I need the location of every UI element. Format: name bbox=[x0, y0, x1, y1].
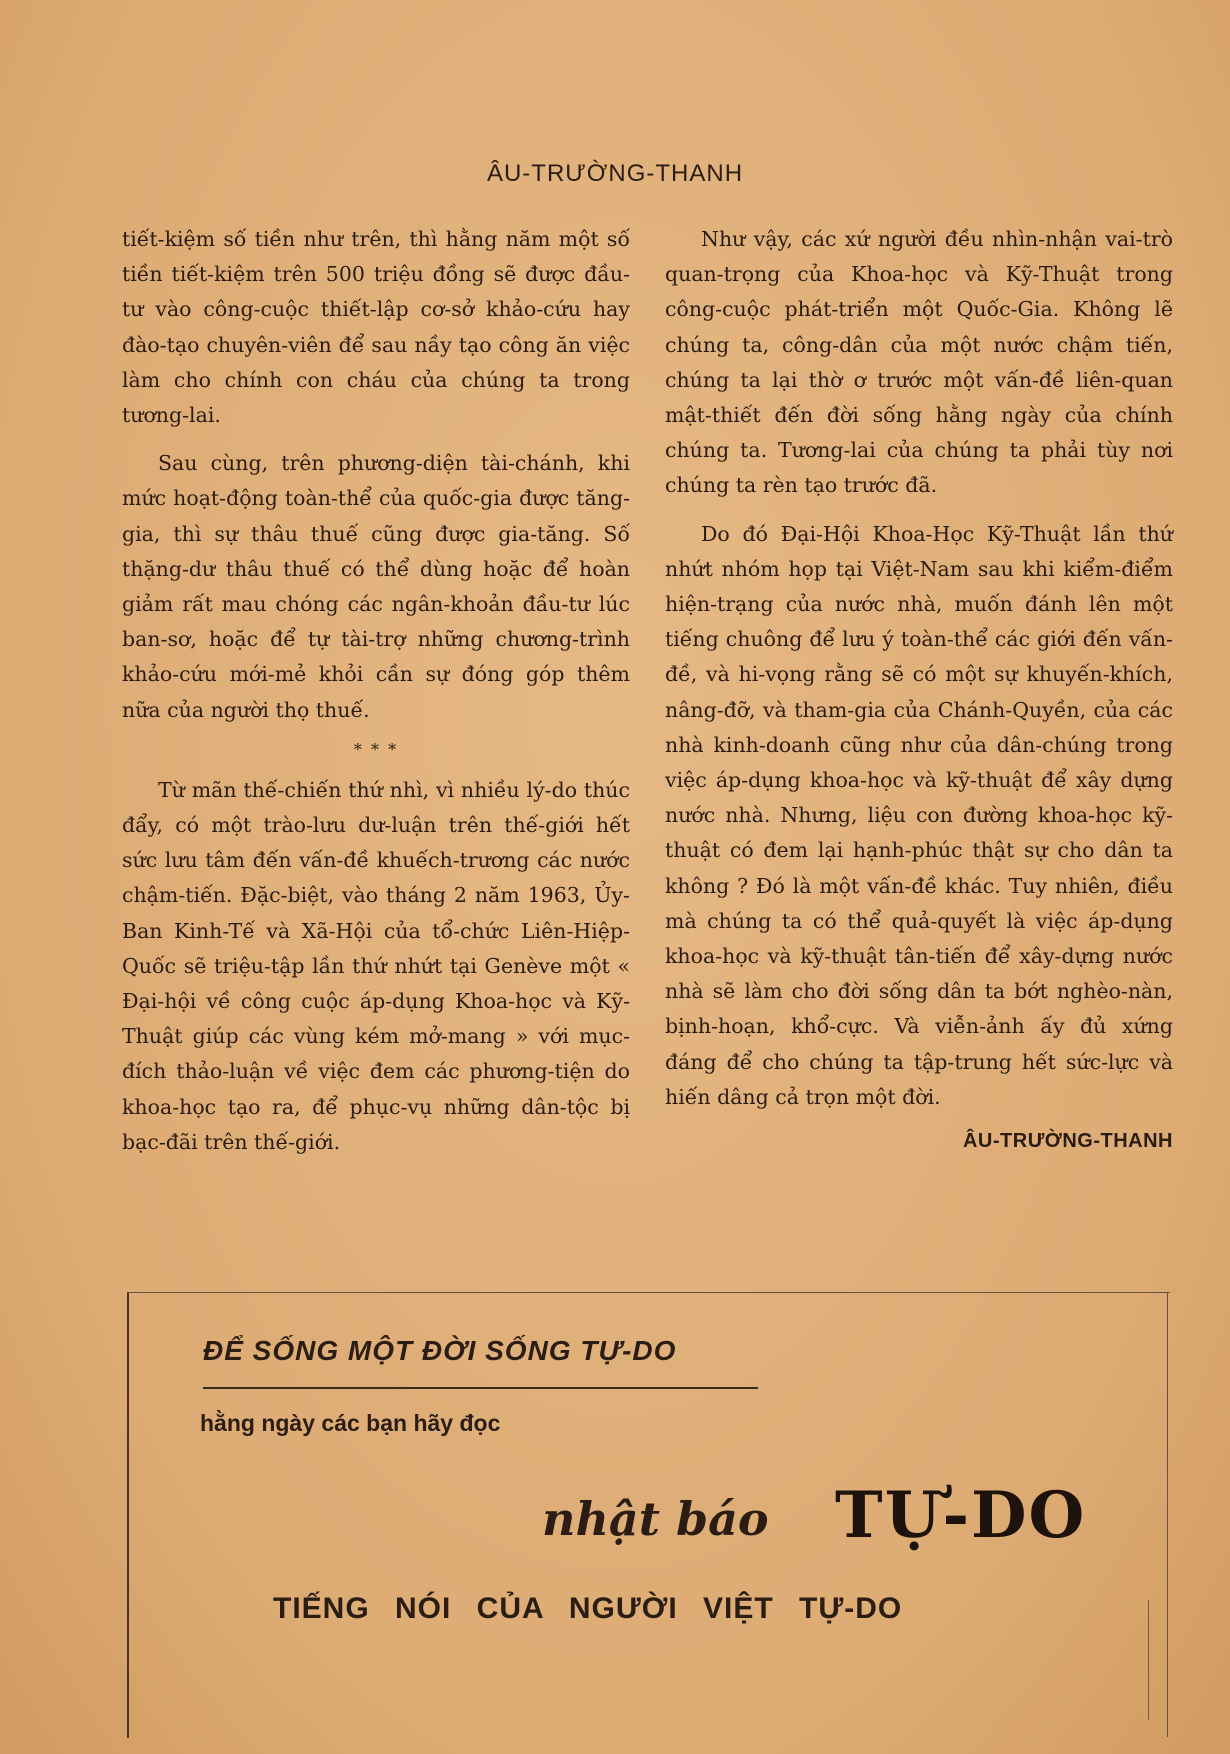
article-paragraph: tiết-kiệm số tiền như trên, thì hằng năm một số tiền tiết-kiệm trên 500 triệu đồng sẽ được đầu-tư vào công-cuộc thiết-lập cơ-sở khảo-cứu hay đào-tạo chuyên-viên để sau nầy tạo công ăn việc làm cho chính con cháu của chúng ta trong tương-lai. bbox=[122, 227, 630, 428]
advertisement-headline: ĐỂ SỐNG MỘT ĐỜI SỐNG TỰ-DO bbox=[203, 1335, 677, 1366]
article-column-right bbox=[665, 222, 1173, 1159]
article-paragraph: Sau cùng, trên phương-diện tài-chánh, khi mức hoạt-động toàn-thể của quốc-gia được tăng-gia, thì sự thâu thuế cũng được gia-tăng. Số thặng-dư thâu thuế có thể dùng hoặc để hoàn giảm rất mau chóng các ngân-khoản đầu-tư lúc ban-sơ, hoặc để tự tài-trợ những chương-trình khảo-cứu mới-mẻ khỏi cần sự đóng góp thêm nữa của người thọ thuế. bbox=[122, 451, 630, 722]
article-column-left bbox=[122, 222, 630, 1173]
advertisement-rule-vertical bbox=[1148, 1600, 1149, 1720]
advertisement-subline: hằng ngày các bạn hãy đọc bbox=[200, 1410, 501, 1436]
article-paragraph: Từ mãn thế-chiến thứ nhì, vì nhiều lý-do thúc đẩy, có một trào-lưu dư-luận trên thế-giới hết sức lưu tâm đến vấn-đề khuếch-trương các nước chậm-tiến. Đặc-biệt, vào tháng 2 năm 1963, Ủy-Ban Kinh-Tế và Xã-Hội của tổ-chức Liên-Hiệp-Quốc sẽ triệu-tập lần thứ nhứt tại Genève một « Đại-hội về công cuộc áp-dụng Khoa-học và Kỹ-Thuật giúp các vùng kém mở-mang » với mục-đích thảo-luận về việc đem các phương-tiện do khoa-học tạo ra, để phục-vụ những dân-tộc bị bạc-đãi trên thế-giới. bbox=[122, 777, 630, 1154]
author-signature: ÂU-TRƯỜNG-THANH bbox=[962, 1130, 1173, 1153]
running-header-author: ÂU-TRƯỜNG-THANH bbox=[486, 160, 744, 187]
newspaper-type: nhật báo bbox=[542, 1492, 769, 1546]
advertisement-rule bbox=[203, 1387, 758, 1389]
advertisement-border bbox=[1167, 1292, 1168, 1737]
section-break: * * * bbox=[353, 739, 399, 759]
newspaper-name: TỰ-DO bbox=[835, 1478, 1087, 1553]
article-paragraph: Như vậy, các xứ người đều nhìn-nhận vai-trò quan-trọng của Khoa-học và Kỹ-Thuật trong công-cuộc phát-triển một Quốc-Gia. Không lẽ chúng ta, công-dân của một nước chậm tiến, chúng ta lại thờ ơ trước một vấn-đề liên-quan mật-thiết đến đời sống hằng ngày của chính chúng ta. Tương-lai của chúng ta phải tùy nơi chúng ta rèn tạo trước đã. bbox=[665, 227, 1173, 498]
article-paragraph: Do đó Đại-Hội Khoa-Học Kỹ-Thuật lần thứ nhứt nhóm họp tại Việt-Nam sau khi kiểm-điểm hiện-trạng của nước nhà, muốn đánh lên một tiếng chuông để lưu ý toàn-thể các giới đến vấn-đề, và hi-vọng rằng sẽ có một sự khuyến-khích, nâng-đỡ, và tham-gia của Chánh-Quyền, của các nhà kinh-doanh cũng như của dân-chúng trong việc áp-dụng khoa-học và kỹ-thuật để xây dựng nước nhà. Nhưng, liệu con đường khoa-học kỹ-thuật có đem lại hạnh-phúc thật sự cho dân ta không ? Đó là một vấn-đề khác. Tuy nhiên, điều mà chúng ta có thể quả-quyết là việc áp-dụng khoa-học và kỹ-thuật tân-tiến để xây-dựng nước nhà sẽ làm cho đời sống dân ta bớt nghèo-nàn, bịnh-hoạn, khổ-cực. Và viễn-ảnh ấy đủ xứng đáng để cho chúng ta tập-trung hết sức-lực và hiến dâng cả trọn một đời. bbox=[665, 521, 1173, 1109]
advertisement-tagline: TIẾNG NÓI CỦA NGƯỜI VIỆT TỰ-DO bbox=[273, 1592, 903, 1625]
